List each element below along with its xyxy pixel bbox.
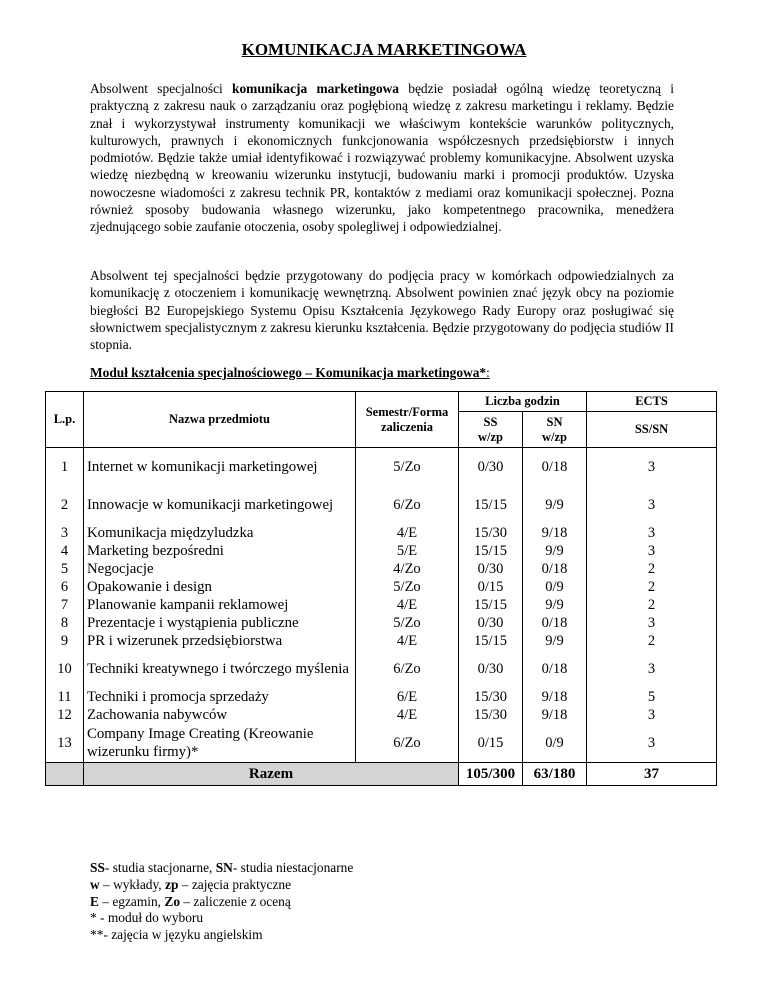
total-sn: 63/180	[523, 763, 587, 786]
legend-line	[90, 877, 353, 894]
page-title: KOMUNIKACJA MARKETINGOWA	[241, 40, 527, 59]
table-row	[46, 688, 717, 706]
row-lp: 8	[46, 614, 84, 632]
row-ss: 0/15	[459, 578, 523, 596]
intro-paragraph	[90, 80, 674, 236]
row-sn: 9/18	[523, 524, 587, 542]
table-row	[46, 542, 717, 560]
legend-b2: SN	[215, 860, 233, 875]
total-empty-cell	[46, 763, 84, 786]
row-sn: 9/9	[523, 596, 587, 614]
table-row	[46, 448, 717, 487]
row-sn: 0/18	[523, 448, 587, 487]
row-lp: 1	[46, 448, 84, 487]
row-semester: 5/Zo	[356, 578, 459, 596]
table-row	[46, 596, 717, 614]
row-lp: 9	[46, 632, 84, 650]
header-sn-label: SN	[546, 414, 563, 429]
row-ss: 15/30	[459, 706, 523, 724]
legend-b1: SS	[90, 860, 105, 875]
career-paragraph: Absolwent tej specjalności będzie przygotowany do podjęcia pracy w komórkach odpowiedzialnych za komunikację z otoczeniem i komunikację wewnętrzną. Absolwent powinien znać język obcy na poziomie biegłości B2 Europejskiego Systemu Opisu Kształcenia Językowego Rady Europy oraz posługiwać się słownictwem specjalistycznym z zakresu kierunku kształcenia. Będzie przygotowany do podjęcia studiów II stopnia.	[90, 268, 674, 353]
row-lp: 10	[46, 650, 84, 688]
legend	[90, 860, 353, 944]
row-ss: 15/15	[459, 632, 523, 650]
total-ects: 37	[587, 763, 717, 786]
row-semester: 6/Zo	[356, 724, 459, 763]
row-sn: 9/9	[523, 542, 587, 560]
header-sn-wzp: w/zp	[542, 429, 567, 444]
row-ects: 3	[587, 650, 717, 688]
row-lp: 7	[46, 596, 84, 614]
legend-b1: w	[90, 876, 100, 892]
legend-t1: **- zajęcia w języku angielskim	[90, 927, 263, 943]
row-ss: 15/30	[459, 688, 523, 706]
row-lp: 5	[46, 560, 84, 578]
module-heading-text: Moduł kształcenia specjalnościowego – Komunikacja marketingowa*	[90, 365, 487, 380]
row-semester: 6/Zo	[356, 486, 459, 524]
row-semester: 5/Zo	[356, 614, 459, 632]
legend-line	[90, 927, 353, 944]
row-name: Marketing bezpośredni	[84, 542, 356, 560]
row-name: Negocjacje	[84, 560, 356, 578]
row-semester: 6/Zo	[356, 650, 459, 688]
row-ss: 0/15	[459, 724, 523, 763]
row-sn: 0/18	[523, 650, 587, 688]
row-name: Opakowanie i design	[84, 578, 356, 596]
table-row	[46, 486, 717, 524]
intro-text-after: będzie posiadał ogólną wiedzę teoretyczną i praktyczną z zakresu nauk o zarządzaniu oraz pogłębioną wiedzę z zakresu marketingu i reklamy. Będzie znał i wykorzystywał instrumenty komunikacji we właściwym kontekście warunków politycznych, kulturowych, prawnych i ekonomicznych funkcjonowania współczesnych przedsiębiorstw i innych podmiotów. Będzie także umiał identyfikować i rozwiązywać problemy komunikacyjne. Absolwent uzyska wiedzę niezbędną w kreowaniu wizerunku instytucji, budowaniu marki i promocji produktów. Uzyska nowoczesne wiadomości z zakresu technik PR, kontaktów z mediami oraz komunikacji społecznej. Pozna również sposoby budowania własnego wizerunku, jako kompetentnego pracownika, menedżera zjednującego sobie zaufanie otoczenia, osoby spolegliwej i odpowiedzialnej.	[90, 81, 674, 235]
legend-b2: zp	[165, 876, 179, 892]
row-lp: 3	[46, 524, 84, 542]
row-name: Internet w komunikacji marketingowej	[84, 448, 356, 487]
row-sn: 0/9	[523, 578, 587, 596]
row-lp: 12	[46, 706, 84, 724]
header-name: Nazwa przedmiotu	[84, 392, 356, 448]
row-ects: 2	[587, 596, 717, 614]
row-sn: 9/18	[523, 688, 587, 706]
row-ects: 5	[587, 688, 717, 706]
total-label: Razem	[84, 763, 459, 786]
total-row	[46, 763, 717, 786]
table-row	[46, 524, 717, 542]
legend-t1: * - moduł do wyboru	[90, 910, 204, 926]
row-name: PR i wizerunek przedsiębiorstwa	[84, 632, 356, 650]
row-ss: 0/30	[459, 560, 523, 578]
row-name: Company Image Creating (Kreowanie wizerunku firmy)*	[84, 724, 356, 763]
row-lp: 11	[46, 688, 84, 706]
row-semester: 5/E	[356, 542, 459, 560]
legend-t1: - studia stacjonarne,	[104, 860, 216, 875]
header-sn	[523, 412, 587, 448]
total-ss: 105/300	[459, 763, 523, 786]
legend-line	[90, 894, 353, 911]
specialty-name: komunikacja marketingowa	[232, 81, 400, 96]
row-name: Planowanie kampanii reklamowej	[84, 596, 356, 614]
row-sn: 0/18	[523, 614, 587, 632]
row-semester: 5/Zo	[356, 448, 459, 487]
course-table	[45, 391, 717, 786]
header-ss-wzp: w/zp	[478, 429, 503, 444]
row-name: Prezentacje i wystąpienia publiczne	[84, 614, 356, 632]
legend-line	[90, 860, 353, 877]
table-row	[46, 614, 717, 632]
table-row	[46, 650, 717, 688]
legend-t1: – egzamin,	[98, 893, 165, 909]
legend-line	[90, 910, 353, 927]
row-ects: 3	[587, 724, 717, 763]
legend-b2: Zo	[164, 893, 181, 909]
header-hours: Liczba godzin	[459, 392, 587, 412]
legend-t1: – wykłady,	[99, 876, 166, 892]
row-ects: 3	[587, 486, 717, 524]
row-name: Innowacje w komunikacji marketingowej	[84, 486, 356, 524]
row-ects: 3	[587, 614, 717, 632]
row-sn: 9/18	[523, 706, 587, 724]
row-name: Techniki i promocja sprzedaży	[84, 688, 356, 706]
legend-t2: - studia niestacjonarne	[232, 860, 354, 875]
row-ss: 0/30	[459, 614, 523, 632]
row-sn: 9/9	[523, 486, 587, 524]
table-row	[46, 632, 717, 650]
header-lp: L.p.	[46, 392, 84, 448]
row-sn: 9/9	[523, 632, 587, 650]
module-heading-colon: :	[486, 365, 490, 380]
module-heading	[90, 365, 490, 381]
row-ects: 3	[587, 524, 717, 542]
header-semester: Semestr/Forma zaliczenia	[356, 392, 459, 448]
row-ss: 0/30	[459, 448, 523, 487]
row-ects: 2	[587, 632, 717, 650]
row-ects: 3	[587, 706, 717, 724]
row-sn: 0/9	[523, 724, 587, 763]
legend-t2: – zaliczenie z oceną	[180, 893, 291, 909]
row-ss: 15/15	[459, 542, 523, 560]
table-row	[46, 724, 717, 763]
row-semester: 4/Zo	[356, 560, 459, 578]
row-name: Zachowania nabywców	[84, 706, 356, 724]
table-row	[46, 706, 717, 724]
row-semester: 4/E	[356, 706, 459, 724]
table-row	[46, 578, 717, 596]
header-ss-label: SS	[483, 414, 498, 429]
row-semester: 4/E	[356, 632, 459, 650]
row-lp: 6	[46, 578, 84, 596]
header-ects: ECTS	[587, 392, 717, 412]
row-sn: 0/18	[523, 560, 587, 578]
row-ects: 3	[587, 448, 717, 487]
header-ss	[459, 412, 523, 448]
row-ss: 15/15	[459, 486, 523, 524]
legend-b1: E	[90, 893, 99, 909]
header-sssn: SS/SN	[587, 412, 717, 448]
row-ss: 15/15	[459, 596, 523, 614]
table-row	[46, 560, 717, 578]
row-ss: 15/30	[459, 524, 523, 542]
row-name: Komunikacja międzyludzka	[84, 524, 356, 542]
row-ss: 0/30	[459, 650, 523, 688]
intro-text-before: Absolwent specjalności	[90, 81, 233, 96]
row-semester: 4/E	[356, 596, 459, 614]
row-ects: 2	[587, 578, 717, 596]
row-lp: 2	[46, 486, 84, 524]
row-semester: 4/E	[356, 524, 459, 542]
row-lp: 4	[46, 542, 84, 560]
row-ects: 3	[587, 542, 717, 560]
row-ects: 2	[587, 560, 717, 578]
legend-t2: – zajęcia praktyczne	[178, 876, 292, 892]
row-lp: 13	[46, 724, 84, 763]
row-name: Techniki kreatywnego i twórczego myślenia	[84, 650, 356, 688]
row-semester: 6/E	[356, 688, 459, 706]
